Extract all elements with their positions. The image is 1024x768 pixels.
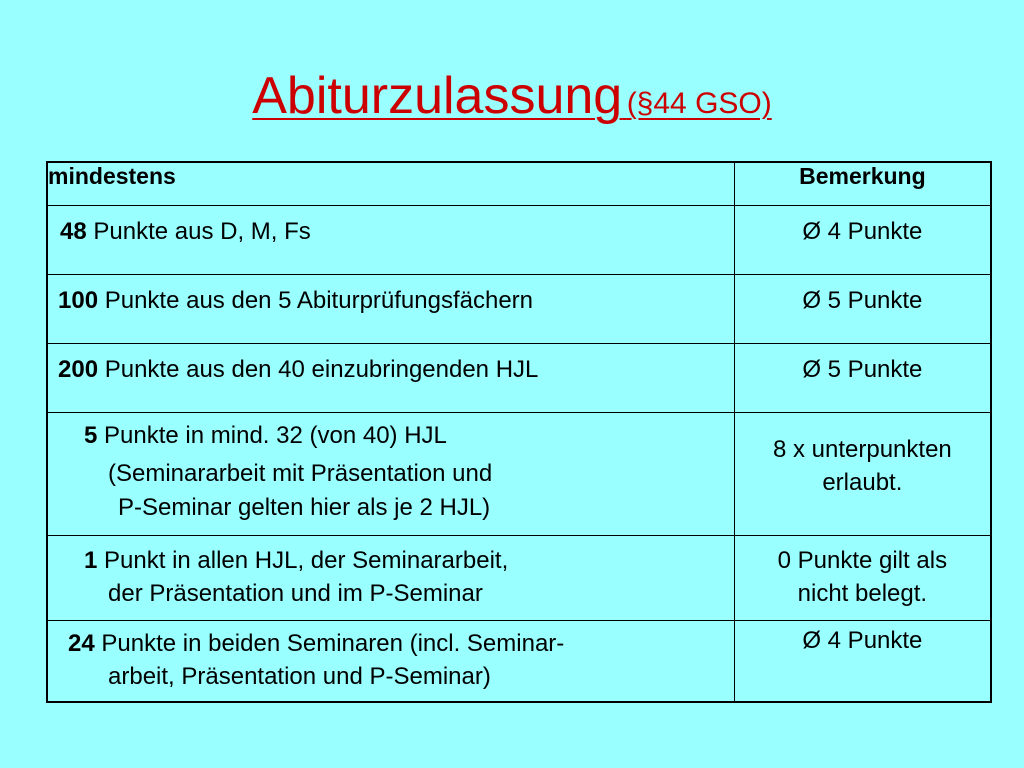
table-row xyxy=(47,536,991,621)
table-row xyxy=(47,275,991,344)
row-extra-line: arbeit, Präsentation und P-Seminar) xyxy=(108,663,491,690)
row-requirement xyxy=(47,621,734,703)
row-requirement xyxy=(47,536,734,621)
row-line xyxy=(84,544,734,577)
row-text: Punkte aus den 40 einzubringenden HJL xyxy=(104,356,539,383)
row-line xyxy=(84,419,734,453)
row-remark: Ø 5 Punkte xyxy=(734,344,991,413)
row-lead-number: 48 xyxy=(60,218,87,245)
row-remark xyxy=(734,413,991,536)
table-row xyxy=(47,621,991,703)
row-lead-number: 5 xyxy=(84,422,98,449)
row-extra-line: der Präsentation und im P-Seminar xyxy=(108,580,483,607)
table-row xyxy=(47,206,991,275)
table-row xyxy=(47,413,991,536)
row-remark xyxy=(734,536,991,621)
row-lead-number: 24 xyxy=(68,630,95,657)
row-text: Punkt in allen HJL, der Seminararbeit, xyxy=(104,547,509,574)
row-remark-line: erlaubt. xyxy=(822,469,903,496)
row-requirement xyxy=(47,413,734,536)
row-text: Punkte aus den 5 Abiturprüfungsfächern xyxy=(104,287,534,314)
row-text: Punkte in beiden Seminaren (incl. Seminar- xyxy=(101,630,565,657)
row-remark: Ø 5 Punkte xyxy=(734,275,991,344)
row-extra-line: (Seminararbeit mit Präsentation und xyxy=(108,460,493,487)
row-extra-line: P-Seminar gelten hier als je 2 HJL) xyxy=(118,494,491,521)
header-bemerkung: Bemerkung xyxy=(734,162,991,206)
requirements-table xyxy=(46,161,992,703)
header-mindestens: mindestens xyxy=(47,162,734,206)
row-lead-number: 1 xyxy=(84,547,98,574)
row-remark-line: 0 Punkte gilt als xyxy=(777,547,948,574)
title-main: Abiturzulassung xyxy=(252,67,623,125)
row-requirement xyxy=(47,206,734,275)
row-text: Punkte aus D, M, Fs xyxy=(93,218,311,245)
row-text: Punkte in mind. 32 (von 40) HJL xyxy=(104,422,447,449)
row-lead-number: 200 xyxy=(58,356,99,383)
row-requirement xyxy=(47,275,734,344)
row-remark: Ø 4 Punkte xyxy=(734,621,991,703)
table-header-row xyxy=(47,162,991,206)
row-remark: Ø 4 Punkte xyxy=(734,206,991,275)
title-sub: (§44 GSO) xyxy=(626,87,772,120)
row-remark-line: nicht belegt. xyxy=(797,580,928,607)
table-row xyxy=(47,344,991,413)
page-title xyxy=(0,68,1024,125)
row-requirement xyxy=(47,344,734,413)
row-remark-line: 8 x unterpunkten xyxy=(772,436,952,463)
row-line xyxy=(68,627,734,660)
row-lead-number: 100 xyxy=(58,287,99,314)
